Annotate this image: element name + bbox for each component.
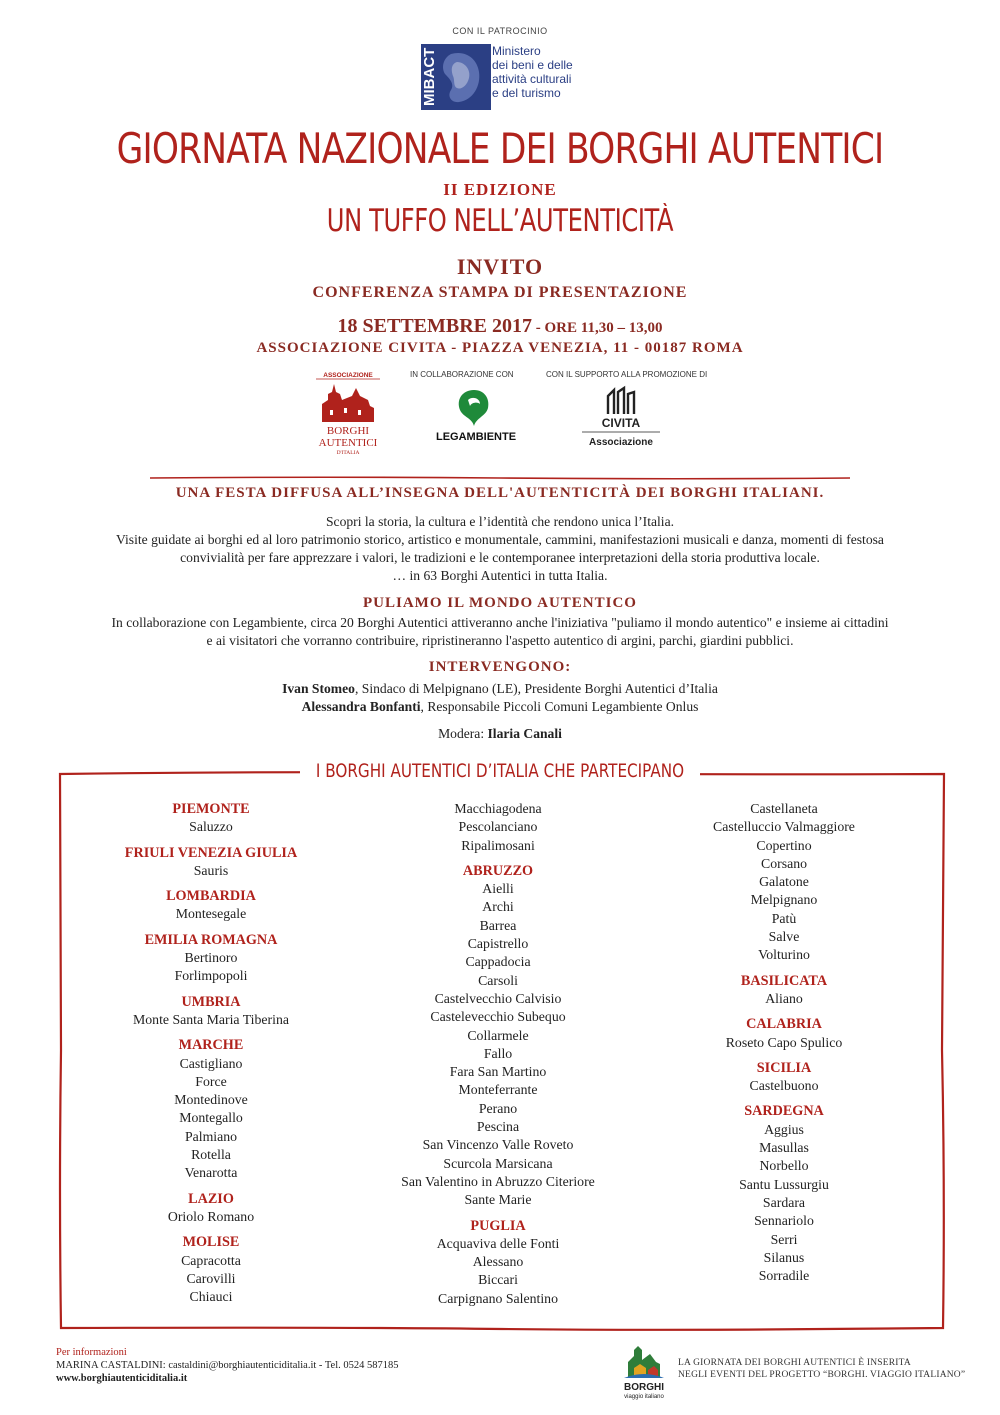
town-name: Castelevecchio Subequo (430, 1009, 566, 1025)
borghi-logo-line1: BORGHI (326, 425, 370, 437)
page-title: GIORNATA NAZIONALE DEI BORGHI AUTENTICI (116, 124, 884, 173)
town-name: Capistrello (467, 936, 529, 952)
participants-column-3 (634, 800, 934, 1285)
edition-label: II EDIZIONE (443, 180, 557, 199)
town-name: Ripalimosani (461, 837, 535, 853)
town-name: Castelbuono (749, 1078, 819, 1094)
speaker-name: Ivan Stomeo (282, 681, 355, 696)
civita-logo-text: CIVITA (601, 416, 641, 430)
speakers-list (0, 680, 1000, 716)
conference-heading: CONFERENZA STAMPA DI PRESENTAZIONE (312, 284, 688, 301)
town-name: Chiauci (189, 1289, 233, 1305)
region-heading: EMILIA ROMAGNA (144, 931, 278, 948)
town-name: Castelvecchio Calvisio (434, 990, 562, 1006)
town-name: Aielli (482, 881, 514, 897)
town-name: Sauris (193, 862, 229, 878)
borghi-logo-line2: AUTENTICI (318, 437, 378, 449)
town-name: Collarmele (467, 1027, 529, 1043)
festa-description (0, 513, 1000, 585)
town-name: Biccari (478, 1272, 518, 1288)
town-name: Sante Marie (464, 1192, 532, 1208)
town-name: Montedinove (174, 1092, 248, 1108)
town-name: Acquaviva delle Fonti (436, 1235, 560, 1251)
town-name: Salve (768, 929, 800, 945)
civita-logo-sub: Associazione (589, 437, 653, 448)
region-heading: PIEMONTE (172, 801, 250, 817)
town-name: Castellaneta (750, 801, 818, 816)
town-name: Fallo (483, 1045, 513, 1061)
town-name: Barrea (479, 917, 517, 933)
event-time: - ORE 11,30 – 13,00 (532, 320, 663, 336)
contact-line: MARINA CASTALDINI: castaldini@borghiautenticiditalia.it - Tel. 0524 587185 (56, 1360, 399, 1371)
speaker (0, 698, 1000, 716)
participants-column-2 (348, 800, 648, 1308)
patronage-label: CON IL PATROCINIO (452, 26, 548, 36)
town-name: Macchiagodena (454, 801, 542, 816)
town-name: Palmiano (184, 1128, 238, 1144)
region-heading: FRIULI VENEZIA GIULIA (124, 844, 298, 861)
section-divider (150, 467, 850, 471)
ministry-line: Ministero (492, 44, 541, 58)
borghi-logo-top: ASSOCIAZIONE (323, 372, 373, 379)
speaker (0, 680, 1000, 698)
town-name: Melpignano (750, 892, 818, 908)
invitation-heading: INVITO (456, 254, 544, 279)
town-name: Corsano (761, 855, 807, 871)
town-name: Sennariolo (754, 1213, 814, 1229)
town-name: Pescina (476, 1119, 520, 1135)
town-name: Cappadocia (465, 954, 531, 970)
project-note-line: NEGLI EVENTI DEL PROGETTO “BORGHI. VIAGGIO ITALIANO” (678, 1370, 966, 1380)
borghi-logo-line3: D'ITALIA (336, 450, 360, 456)
borghi-viaggio-italiano-logo (618, 1340, 670, 1400)
mibact-logo (421, 44, 491, 110)
region-heading: SARDEGNA (744, 1103, 824, 1120)
region-heading: ABRUZZO (462, 862, 534, 879)
town-name: Bertinoro (184, 950, 238, 966)
participants-heading: I BORGHI AUTENTICI D’ITALIA CHE PARTECIPANO (315, 760, 685, 782)
subtitle: UN TUFFO NELL’AUTENTICITÀ (326, 203, 674, 239)
moderator-label: Modera: (438, 726, 488, 741)
puliamo-description (0, 614, 1000, 650)
festa-line: … in 63 Borghi Autentici in tutta Italia. (392, 568, 608, 583)
town-name: Oriolo Romano (167, 1208, 255, 1224)
legambiente-logo (430, 386, 522, 444)
town-name: Fara San Martino (449, 1064, 547, 1080)
town-name: Silanus (763, 1249, 805, 1265)
participants-column-1 (61, 800, 361, 1306)
town-name: Archi (482, 899, 514, 915)
ministry-line: attività culturali (492, 72, 572, 86)
town-name: Castelluccio Valmaggiore (713, 819, 855, 835)
town-name: Patù (771, 910, 797, 926)
viaggio-logo-line1: BORGHI (624, 1382, 664, 1393)
town-name: Scurcola Marsicana (443, 1155, 553, 1171)
puliamo-heading: PULIAMO IL MONDO AUTENTICO (363, 595, 637, 611)
town-name: Capracotta (181, 1252, 241, 1268)
project-note-line: LA GIORNATA DEI BORGHI AUTENTICI È INSERITA (678, 1358, 911, 1368)
region-heading: SICILIA (756, 1059, 812, 1076)
town-name: Forlimpopoli (174, 968, 248, 984)
town-name: Sorradile (758, 1268, 810, 1284)
collaboration-label: IN COLLABORAZIONE CON (410, 370, 514, 379)
town-name: Carovilli (186, 1270, 236, 1286)
town-name: Carsoli (478, 972, 518, 988)
speaker-name: Alessandra Bonfanti (301, 699, 421, 714)
region-heading: MOLISE (182, 1234, 240, 1251)
region-heading: LOMBARDIA (166, 888, 256, 905)
town-name: Force (195, 1073, 227, 1089)
town-name: Montesegale (175, 906, 247, 922)
moderator (0, 725, 1000, 743)
region-heading: BASILICATA (740, 972, 828, 989)
town-name: Volturino (758, 947, 810, 963)
festa-heading: UNA FESTA DIFFUSA ALL’INSEGNA DELL'AUTENTICITÀ DEI BORGHI ITALIANI. (175, 485, 825, 501)
town-name: Saluzzo (189, 819, 233, 835)
event-date (0, 315, 1000, 338)
town-name: Monte Santa Maria Tiberina (133, 1011, 289, 1027)
speaker-role: , Responsabile Piccoli Comuni Legambiente Onlus (420, 699, 699, 714)
region-heading: CALABRIA (746, 1016, 822, 1033)
town-name: Copertino (756, 837, 812, 853)
speaker-role: , Sindaco di Melpignano (LE), Presidente Borghi Autentici d’Italia (354, 681, 718, 696)
puliamo-line: In collaborazione con Legambiente, circa 20 Borghi Autentici attiveranno anche l'iniziativa "puliamo il mondo autentico" e insieme ai cittadini (111, 615, 889, 630)
website-link[interactable]: www.borghiautenticiditalia.it (56, 1373, 188, 1384)
town-name: Perano (478, 1100, 518, 1116)
contact-label: Per informazioni (56, 1347, 127, 1358)
event-venue: ASSOCIAZIONE CIVITA - PIAZZA VENEZIA, 11 - 00187 ROMA (256, 340, 744, 356)
town-name: Norbello (759, 1158, 809, 1174)
speakers-heading: INTERVENGONO: (428, 659, 572, 675)
festa-line: Scopri la storia, la cultura e l’identità che rendono unica l’Italia. (325, 514, 674, 529)
town-name: Montegallo (179, 1110, 243, 1126)
town-name: Galatone (759, 874, 809, 890)
project-note (678, 1357, 965, 1381)
town-name: Sardara (762, 1194, 806, 1210)
region-heading: PUGLIA (470, 1217, 526, 1234)
puliamo-line: e ai visitatori che vorranno contribuire, ripristineranno l'aspetto autentico di argini, parchi, giardini pubblici. (206, 633, 794, 648)
contact-info (56, 1346, 399, 1385)
ministry-line: e del turismo (492, 86, 561, 100)
town-name: Aggius (764, 1121, 804, 1137)
support-label: CON IL SUPPORTO ALLA PROMOZIONE DI (546, 370, 708, 379)
festa-line: Visite guidate ai borghi ed al loro patrimonio storico, artistico e monumentale, cammini, manifestazioni musicali e danza, momenti di festosa (116, 532, 884, 547)
festa-line: convivialità per fare apprezzare i valori, le tradizioni e le contemporanee interpretazioni della storia produttiva locale. (180, 550, 820, 565)
mibact-logo-text: MIBACT (421, 47, 438, 106)
town-name: Rotella (191, 1147, 231, 1163)
region-heading: LAZIO (188, 1190, 234, 1207)
town-name: Venarotta (184, 1165, 238, 1181)
town-name: Monteferrante (458, 1082, 538, 1098)
town-name: Roseto Capo Spulico (725, 1034, 843, 1050)
town-name: Pescolanciano (458, 819, 538, 835)
moderator-name: Ilaria Canali (487, 726, 562, 741)
viaggio-logo-line2: viaggio italiano (624, 1394, 664, 1400)
town-name: Serri (770, 1231, 798, 1247)
legambiente-logo-text: LEGAMBIENTE (435, 431, 517, 443)
town-name: Carpignano Salentino (438, 1290, 558, 1306)
borghi-autentici-logo (308, 370, 388, 456)
ministry-name (492, 44, 573, 100)
event-date-main: 18 SETTEMBRE 2017 (337, 315, 533, 337)
region-heading: UMBRIA (181, 993, 241, 1010)
town-name: Santu Lussurgiu (739, 1176, 829, 1192)
town-name: Masullas (759, 1140, 809, 1156)
town-name: Aliano (765, 990, 803, 1006)
civita-logo (578, 384, 664, 450)
ministry-line: dei beni e delle (492, 58, 573, 72)
town-name: San Vincenzo Valle Roveto (422, 1137, 574, 1153)
region-heading: MARCHE (178, 1037, 244, 1054)
town-name: San Valentino in Abruzzo Citeriore (401, 1173, 595, 1189)
town-name: Castigliano (179, 1055, 243, 1071)
town-name: Alessano (472, 1254, 524, 1270)
